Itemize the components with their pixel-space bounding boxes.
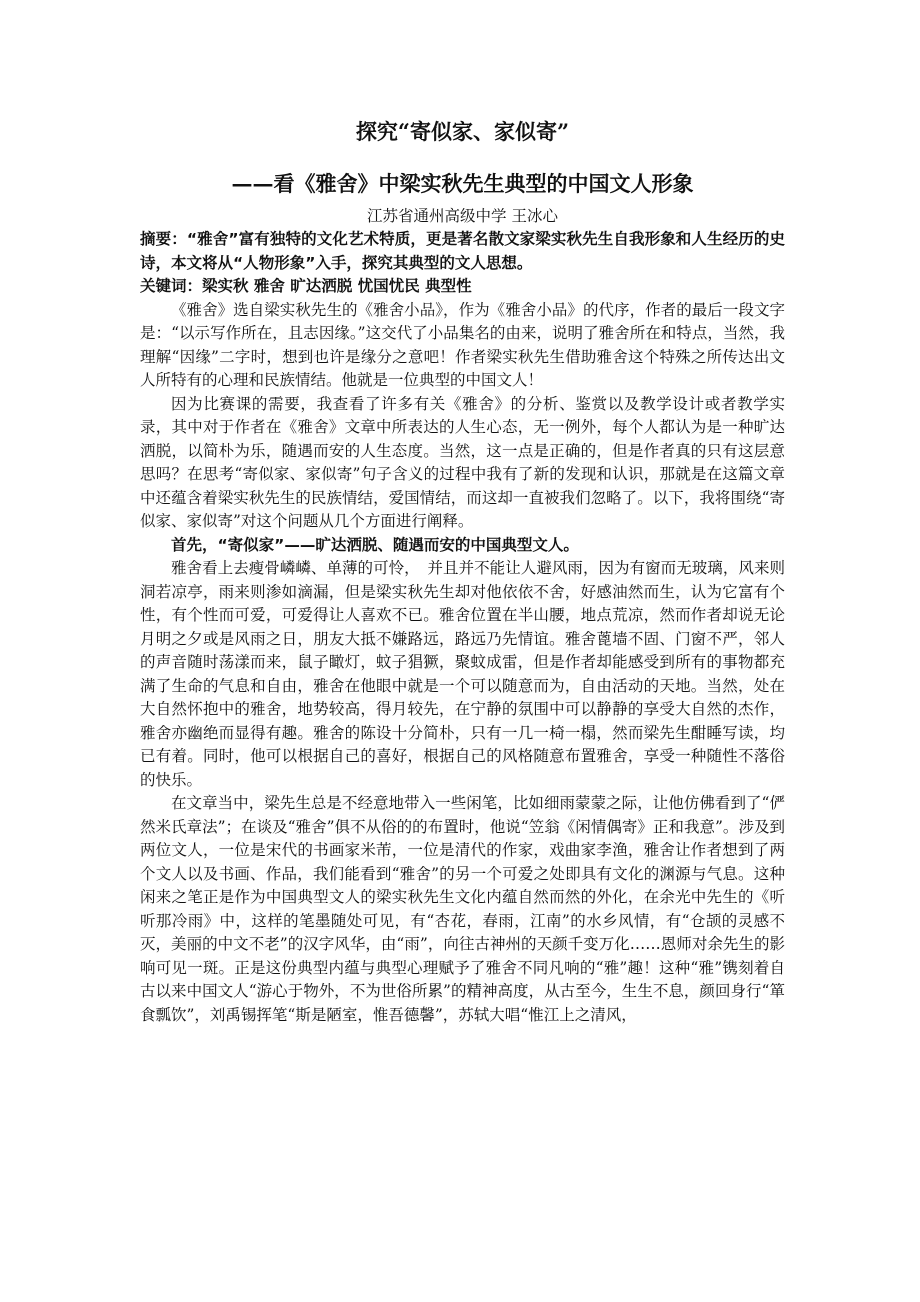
article-keywords: 关键词：梁实秋 雅舍 旷达洒脱 忧国忧民 典型性 — [140, 277, 472, 295]
body-paragraph: 因为比赛课的需要，我查看了许多有关《雅舍》的分析、鉴赏以及教学设计或者教学实录，其中对于作者在《雅舍》文章中所表达的人生心态，无一例外，每个人都认为是一种旷达洒脱，以简朴为乐，随遇而安的人生态度。当然，这一点是正确的，但是作者真的只有这层意思吗？在思考“寄似家、家似寄”句子含义的过程中我有了新的发现和认识，那就是在这篇文章中还蕴含着梁实秋先生的民族情结，爱国情结，而这却一直被我们忽略了。以下，我将围绕“寄似家、家似寄”对这个问题从几个方面进行阐释。 — [140, 394, 785, 530]
article-title: 探究“寄似家、家似寄” — [355, 119, 570, 144]
article-author: 江苏省通州高级中学 王冰心 — [367, 207, 558, 225]
body-paragraph: 雅舍看上去瘦骨嶙嶙、单薄的可怜， 并且并不能让人避风雨，因为有窗而无玻璃，风来则洞若凉亭，雨来则渗如滴漏，但是梁实秋先生却对他依依不舍，好感油然而生，认为它富有个性，有个性而可爱，可爱得让人喜欢不已。雅舍位置在半山腰，地点荒凉，然而作者却说无论月明之夕或是风雨之日，朋友大抵不嫌路远，路远乃先情谊。雅舍蓖墙不固、门窗不严，邻人的声音随时荡漾而来，鼠子瞰灯，蚊子猖獗，聚蚊成雷，但是作者却能感受到所有的事物都充满了生命的气息和自由，雅舍在他眼中就是一个可以随意而为，自由活动的天地。当然，处在大自然怀抱中的雅舍，地势较高，得月较先，在宁静的氛围中可以静静的享受大自然的杰作，雅舍亦幽绝而显得有趣。雅舍的陈设十分简朴，只有一几一椅一榻，然而梁先生酣睡写读，均已有着。同时，他可以根据自己的喜好，根据自己的风格随意布置雅舍，享受一种随性不落俗的快乐。 — [140, 559, 785, 789]
body-paragraph: 《雅舍》选自梁实秋先生的《雅舍小品》，作为《雅舍小品》的代序，作者的最后一段文字是：“以示写作所在，且志因缘。”这交代了小品集名的由来，说明了雅舍所在和特点，当然，我理解“因缘”二字时，想到也许是缘分之意吧！作者梁实秋先生借助雅舍这个特殊之所传达出文人所特有的心理和民族情结。他就是一位典型的中国文人！ — [140, 300, 785, 389]
article-subtitle: ——看《雅舍》中梁实秋先生典型的中国文人形象 — [231, 171, 694, 196]
body-paragraph: 在文章当中，梁先生总是不经意地带入一些闲笔，比如细雨蒙蒙之际，让他仿佛看到了“俨然米氏章法”；在谈及“雅舍”俱不从俗的的布置时，他说“笠翁《闲情偶寄》正和我意”。涉及到两位文人，一位是宋代的书画家米芾，一位是清代的作家，戏曲家李渔，雅舍让作者想到了两个文人以及书画、作品，我们能看到“雅舍”的另一个可爱之处即具有文化的渊源与气息。这种闲来之笔正是作为中国典型文人的梁实秋先生文化内蕴自然而然的外化，在余光中先生的《听听那冷雨》中，这样的笔墨随处可见，有“杏花，春雨，江南”的水乡风情，有“仓颉的灵感不灭，美丽的中文不老”的汉字风华，由“雨”，向往古神州的天颜千变万化……恩师对余先生的影响可见一斑。正是这份典型内蕴与典型心理赋予了雅舍不同凡响的“雅”趣！这种“雅”镌刻着自古以来中国文人“游心于物外，不为世俗所累”的精神高度，从古至今，生生不息，颜回身行“箪食瓢饮”，刘禹锡挥笔“斯是陋室，惟吾德馨”，苏轼大唱“惟江上之清风， — [140, 794, 785, 1024]
document-page — [140, 112, 785, 1027]
article-abstract: 摘要：“雅舍”富有独特的文化艺术特质，更是著名散文家梁实秋先生自我形象和人生经历的史诗，本文将从“人物形象”入手，探究其典型的文人思想。 — [140, 230, 785, 272]
section-heading: 首先，“寄似家”——旷达洒脱、随遇而安的中国典型文人。 — [171, 535, 579, 554]
